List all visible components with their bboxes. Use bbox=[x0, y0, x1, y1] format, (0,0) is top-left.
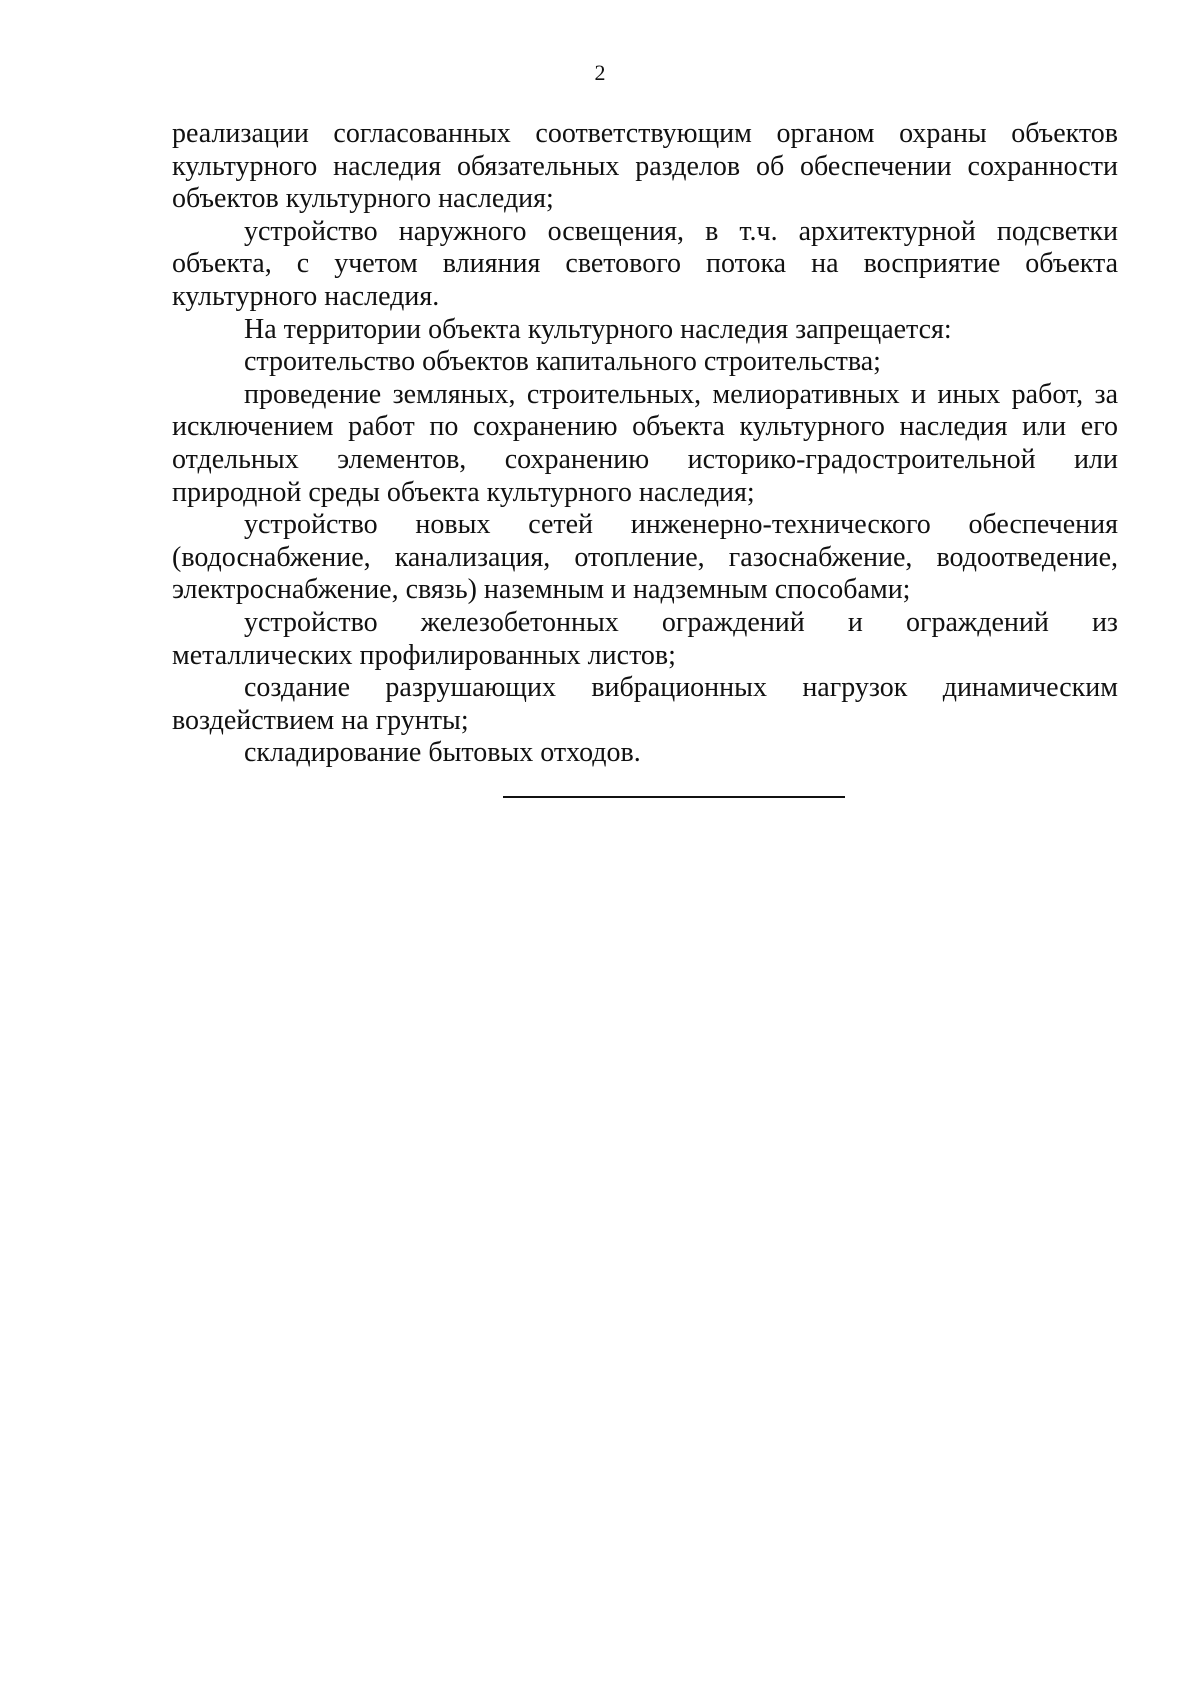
paragraph-engineering-networks: устройство новых сетей инженерно-технического обеспечения (водоснабжение, канализация, отопление, газоснабжение, водоотведение, электроснабжение, связь) наземным и надземным способами; bbox=[172, 509, 1118, 606]
paragraph-waste-storage: складирование бытовых отходов. bbox=[244, 737, 641, 769]
paragraph-capital-construction: строительство объектов капитального строительства; bbox=[244, 346, 881, 378]
document-body bbox=[172, 118, 1118, 770]
paragraph-outdoor-lighting: устройство наружного освещения, в т.ч. архитектурной подсветки объекта, с учетом влияния светового потока на восприятие объекта культурного наследия. bbox=[172, 215, 1118, 312]
paragraph-earthworks: проведение земляных, строительных, мелиоративных и иных работ, за исключением работ по сохранению объекта культурного наследия или его отдельных элементов, сохранению историко-градостроительной или природной среды объекта культурного наследия; bbox=[172, 378, 1118, 508]
paragraph-vibration-loads: создание разрушающих вибрационных нагрузок динамическим воздействием на грунты; bbox=[172, 672, 1118, 736]
page-number: 2 bbox=[594, 60, 606, 85]
paragraph-prohibitions-heading: На территории объекта культурного наследия запрещается: bbox=[244, 313, 952, 345]
end-of-text-rule bbox=[503, 796, 845, 798]
paragraph-fences: устройство железобетонных ограждений и ограждений из металлических профилированных листов; bbox=[172, 606, 1118, 671]
paragraph-continuation: реализации согласованных соответствующим органом охраны объектов культурного наследия обязательных разделов об обеспечении сохранности объектов культурного наследия; bbox=[172, 118, 1118, 215]
